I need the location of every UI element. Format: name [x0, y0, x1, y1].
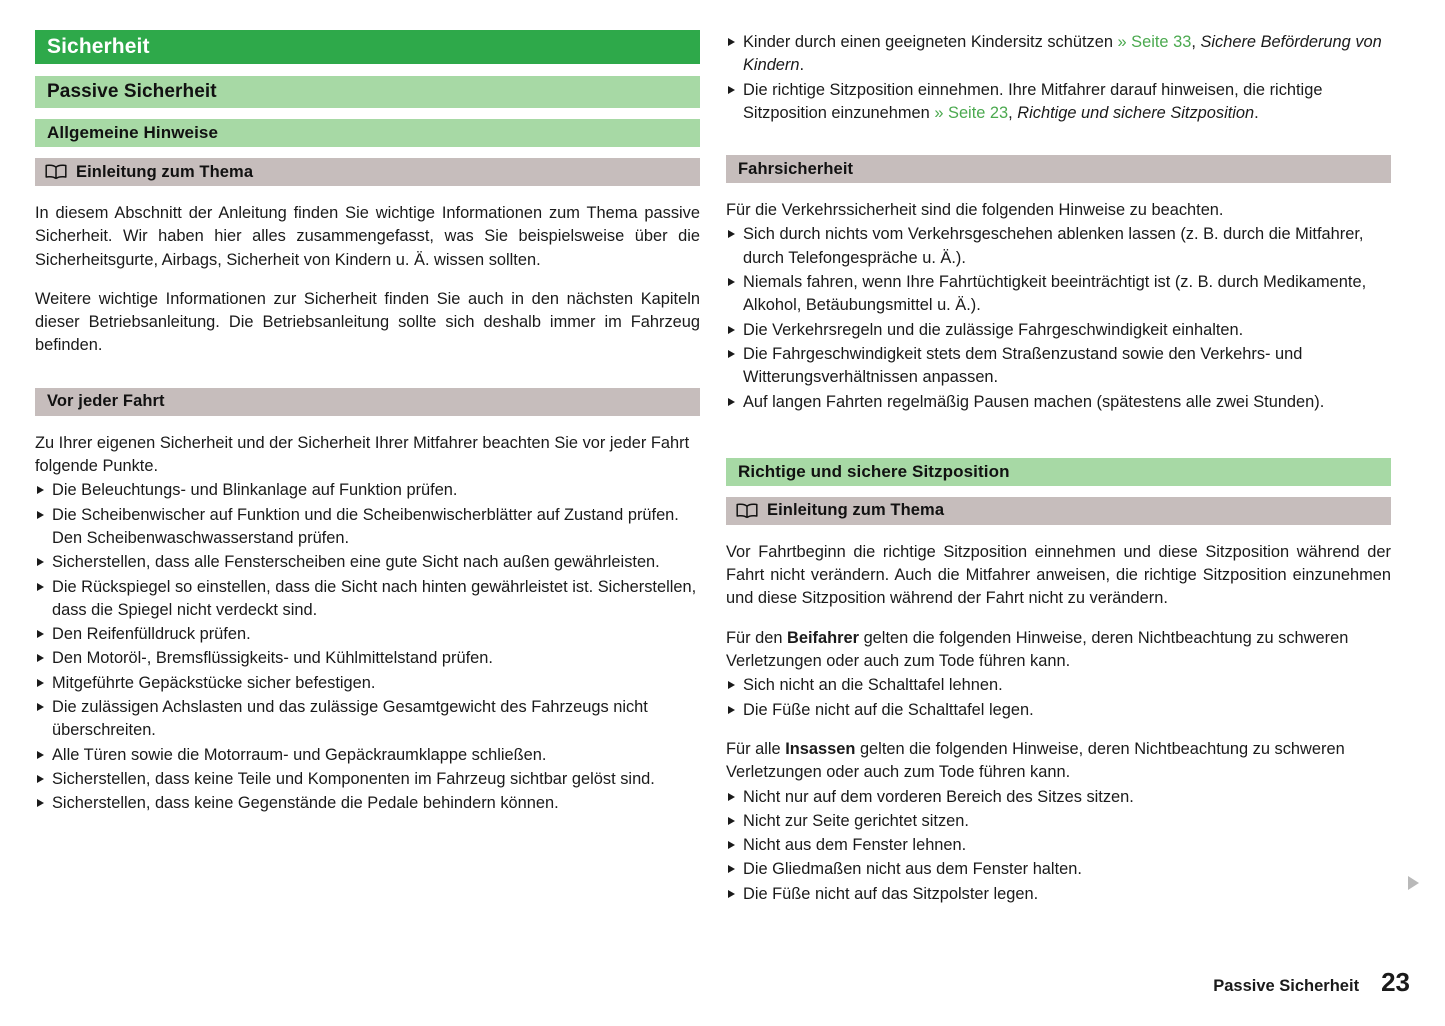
beifahrer-lead-after: gelten die folgenden Hinweise, deren Nichtbeachtung zu schweren Verletzungen oder auch zum Tode führen kann.: [726, 628, 1349, 671]
vor-jeder-fahrt-list: [35, 479, 700, 815]
list-item: Den Reifenfülldruck prüfen.: [35, 623, 700, 646]
item-text-before: Kinder durch einen geeigneten Kindersitz schützen: [743, 33, 1118, 51]
spacer: [35, 358, 700, 388]
note-heading-einleitung: [35, 158, 700, 186]
list-item: Die Rückspiegel so einstellen, dass die Sicht nach hinten gewährleistet ist. Sicherstellen, dass die Spiegel nicht verdeckt sind.: [35, 576, 700, 623]
open-book-icon: [736, 503, 758, 519]
page-reference-link[interactable]: » Seite 33: [1117, 33, 1192, 51]
spacer: [726, 414, 1391, 444]
intro-paragraph-2: Weitere wichtige Informationen zur Sicherheit finden Sie auch in den nächsten Kapiteln dieser Betriebsanleitung. Die Betriebsanleitung sollte sich deshalb immer im Fahrzeug befinden.: [35, 289, 700, 355]
list-item: Die zulässigen Achslasten und das zulässige Gesamtgewicht des Fahrzeugs nicht überschreiten.: [35, 696, 700, 743]
list-item: Die Gliedmaßen nicht aus dem Fenster halten.: [726, 858, 1391, 881]
list-item: Nicht aus dem Fenster lehnen.: [726, 834, 1391, 857]
insassen-list: [726, 786, 1391, 906]
list-item: Die Scheibenwischer auf Funktion und die Scheibenwischerblätter auf Zustand prüfen. Den Scheibenwaschwasserstand prüfen.: [35, 504, 700, 551]
list-item: Sich durch nichts vom Verkehrsgeschehen ablenken lassen (z. B. durch die Mitfahrer, durch Telefongespräche u. Ä.).: [726, 223, 1391, 270]
page-footer: [1213, 967, 1410, 998]
list-item: Den Motoröl-, Bremsflüssigkeits- und Kühlmittelstand prüfen.: [35, 647, 700, 670]
item-text-middle: ,: [1191, 33, 1201, 51]
spacer: [726, 444, 1391, 458]
beifahrer-keyword: Beifahrer: [787, 628, 860, 647]
insassen-lead-after: gelten die folgenden Hinweise, deren Nichtbeachtung zu schweren Verletzungen oder auch zum Tode führen kann.: [726, 739, 1345, 782]
note-heading-label: Einleitung zum Thema: [767, 501, 945, 520]
footer-section-title: Passive Sicherheit: [1213, 977, 1360, 995]
insassen-lead-before: Für alle: [726, 739, 786, 758]
fahrsicherheit-lead: Für die Verkehrssicherheit sind die folgenden Hinweise zu beachten.: [726, 201, 1224, 220]
list-item: Die Fahrgeschwindigkeit stets dem Straßenzustand sowie den Verkehrs- und Witterungsverhältnissen anpassen.: [726, 343, 1391, 390]
list-item: Sich nicht an die Schalttafel lehnen.: [726, 674, 1391, 697]
list-item: Sicherstellen, dass keine Teile und Komponenten im Fahrzeug sichtbar gelöst sind.: [35, 768, 700, 791]
list-item: Auf langen Fahrten regelmäßig Pausen machen (spätestens alle zwei Stunden).: [726, 391, 1391, 414]
list-item: Die Beleuchtungs- und Blinkanlage auf Funktion prüfen.: [35, 479, 700, 502]
item-text-middle: ,: [1008, 103, 1018, 122]
list-item: Die Füße nicht auf das Sitzpolster legen.: [726, 883, 1391, 906]
list-item: Die Verkehrsregeln und die zulässige Fahrgeschwindigkeit einhalten.: [726, 319, 1391, 342]
list-item: Sicherstellen, dass alle Fensterscheiben eine gute Sicht nach außen gewährleisten.: [35, 551, 700, 574]
two-column-layout: [35, 30, 1410, 906]
reference-title: Sichere Beförderung von Kindern: [743, 33, 1382, 75]
list-item-with-reference: [726, 79, 1391, 126]
beifahrer-lead-before: Für den: [726, 628, 788, 647]
subheading-fahrsicherheit: Fahrsicherheit: [726, 155, 1391, 183]
right-column: [726, 30, 1391, 906]
note-heading-label: Einleitung zum Thema: [76, 162, 254, 181]
fahrsicherheit-list: [726, 223, 1391, 413]
list-item: Die Füße nicht auf die Schalttafel legen.: [726, 699, 1391, 722]
item-text-after: .: [799, 56, 805, 75]
list-item: Mitgeführte Gepäckstücke sicher befestigen.: [35, 672, 700, 695]
section-heading-sitzposition: Richtige und sichere Sitzposition: [726, 458, 1391, 486]
insassen-keyword: Insassen: [785, 739, 856, 758]
list-item: Niemals fahren, wenn Ihre Fahrtüchtigkeit beeinträchtigt ist (z. B. durch Medikamente, Alkohol, Betäubungsmittel u. Ä.).: [726, 271, 1391, 318]
insassen-lead: [726, 738, 1391, 785]
chapter-heading: Sicherheit: [35, 30, 700, 64]
list-item-with-reference: [726, 31, 1391, 78]
vor-jeder-fahrt-lead: Zu Ihrer eigenen Sicherheit und der Sicherheit Ihrer Mitfahrer beachten Sie vor jeder Fahrt folgende Punkte.: [35, 433, 690, 476]
continued-list: [726, 31, 1391, 125]
sitzposition-paragraph: Vor Fahrtbeginn die richtige Sitzposition einnehmen und diese Sitzposition während der Fahrt nicht verändern. Auch die Mitfahrer anweisen, die richtige Sitzposition einzunehmen und diese Sitzposition während der Fahrt nicht zu verändern.: [726, 542, 1391, 608]
beifahrer-lead: [726, 627, 1391, 674]
continuation-arrow-icon: [1408, 876, 1419, 890]
page-number: 23: [1381, 967, 1410, 997]
note-heading-einleitung-sitzposition: [726, 497, 1391, 525]
spacer: [726, 125, 1391, 155]
item-text-after: .: [1254, 103, 1259, 122]
list-item: Alle Türen sowie die Motorraum- und Gepäckraumklappe schließen.: [35, 744, 700, 767]
reference-title: Richtige und sichere Sitzposition: [1017, 103, 1255, 122]
list-item: Sicherstellen, dass keine Gegenstände die Pedale behindern können.: [35, 792, 700, 815]
section-heading: Passive Sicherheit: [35, 76, 700, 108]
list-item: Nicht zur Seite gerichtet sitzen.: [726, 810, 1391, 833]
intro-paragraph-1: In diesem Abschnitt der Anleitung finden Sie wichtige Informationen zum Thema passive Sicherheit. Wir haben hier alles zusammengefasst, was Sie beispielsweise über die Sicherheitsgurte, Airbags, Sicherheit von Kindern u. Ä. wissen sollten.: [35, 204, 700, 269]
subsection-heading: Allgemeine Hinweise: [35, 119, 700, 147]
page-reference-link[interactable]: » Seite 23: [934, 103, 1009, 122]
open-book-icon: [45, 164, 67, 180]
item-text-before: Die richtige Sitzposition einnehmen. Ihre Mitfahrer darauf hinweisen, die richtige Sitzposition einzunehmen: [743, 80, 1323, 122]
list-item: Nicht nur auf dem vorderen Bereich des Sitzes sitzen.: [726, 786, 1391, 809]
subheading-vor-jeder-fahrt: Vor jeder Fahrt: [35, 388, 700, 416]
left-column: [35, 30, 700, 816]
beifahrer-list: [726, 674, 1391, 722]
